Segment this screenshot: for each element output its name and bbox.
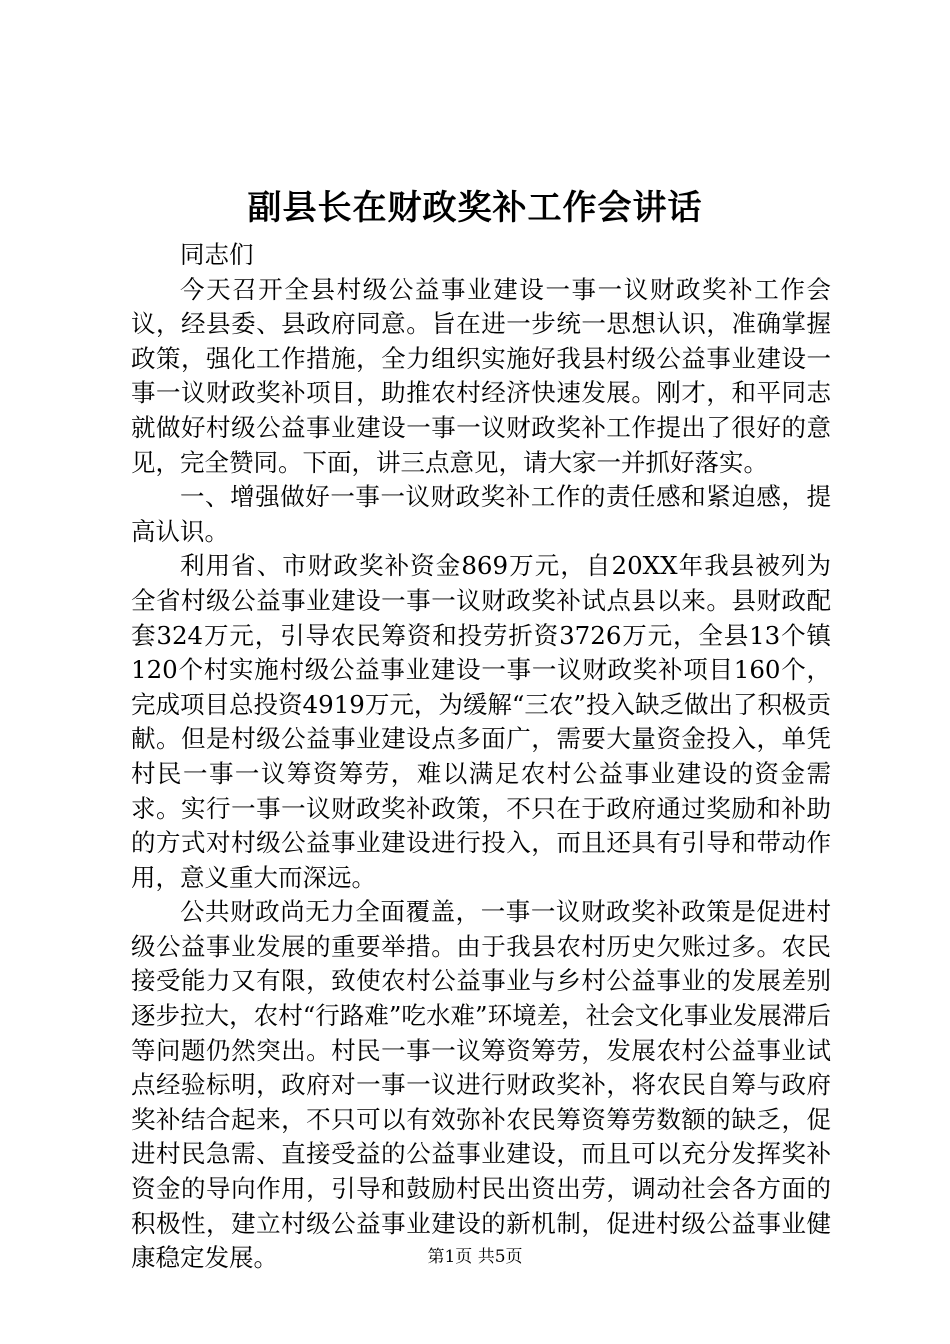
document-body	[131, 238, 831, 1276]
section-heading-1: 一、增强做好一事一议财政奖补工作的责任感和紧迫感，提高认识。	[131, 482, 831, 546]
document-title: 副县长在财政奖补工作会讲话	[247, 188, 703, 228]
paragraph-intro: 今天召开全县村级公益事业建设一事一议财政奖补工作会议，经县委、县政府同意。旨在进一步统一思想认识，准确掌握政策，强化工作措施，全力组织实施好我县村级公益事业建设一事一议财政奖补项目，助推农村经济快速发展。刚才，和平同志就做好村级公益事业建设一事一议财政奖补工作提出了很好的意见，完全赞同。下面，讲三点意见，请大家一并抓好落实。	[131, 274, 831, 477]
salutation: 同志们	[180, 240, 254, 269]
paragraph-policy: 公共财政尚无力全面覆盖，一事一议财政奖补政策是促进村级公益事业发展的重要举措。由于我县农村历史欠账过多。农民接受能力又有限，致使农村公益事业与乡村公益事业的发展差别逐步拉大，农村“行路难”吃水难”环境差，社会文化事业发展滞后等问题仍然突出。村民一事一议筹资筹劳，发展农村公益事业试点经验标明，政府对一事一议进行财政奖补，将农民自筹与政府奖补结合起来，不只可以有效弥补农民筹资筹劳数额的缺乏，促进村民急需、直接受益的公益事业建设，而且可以充分发挥奖补资金的导向作用，引导和鼓励村民出资出劳，调动社会各方面的积极性，建立村级公益事业建设的新机制，促进村级公益事业健康稳定发展。	[131, 897, 831, 1273]
page-number-footer: 第1页 共5页	[427, 1247, 523, 1267]
paragraph-funding: 利用省、市财政奖补资金869万元，自20XX年我县被列为全省村级公益事业建设一事一议财政奖补试点县以来。县财政配套324万元，引导农民筹资和投劳折资3726万元，全县13个镇120个村实施村级公益事业建设一事一议财政奖补项目160个，完成项目总投资4919万元，为缓解“三农”投入缺乏做出了积极贡献。但是村级公益事业建设点多面广，需要大量资金投入，单凭村民一事一议筹资筹劳，难以满足农村公益事业建设的资金需求。实行一事一议财政奖补政策，不只在于政府通过奖励和补助的方式对村级公益事业建设进行投入，而且还具有引导和带动作用，意义重大而深远。	[131, 551, 831, 892]
